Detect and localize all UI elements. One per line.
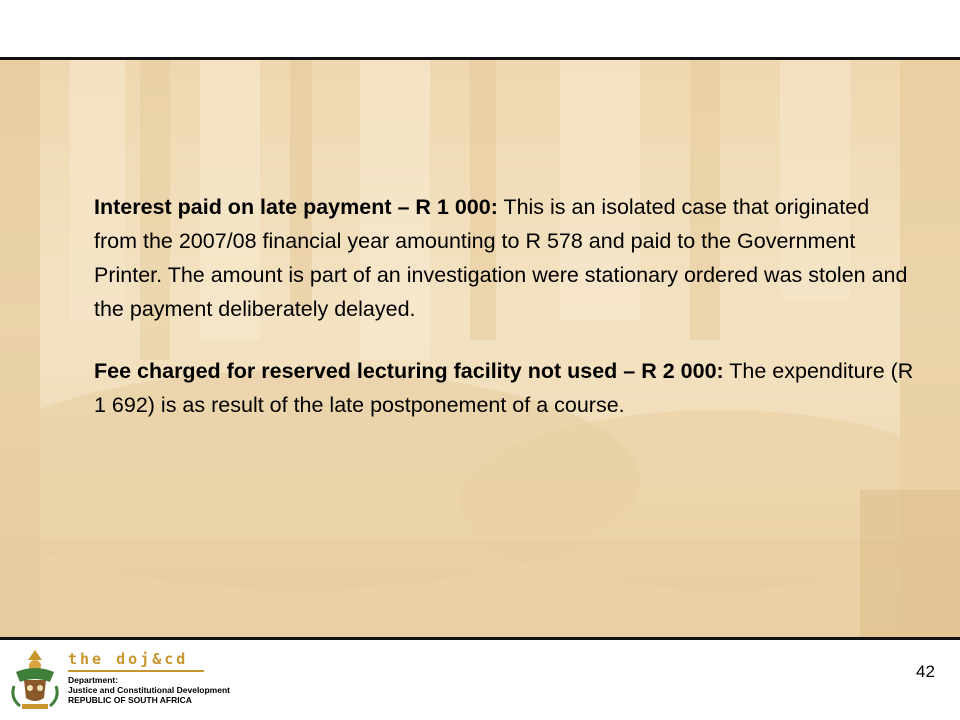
paragraph-body: The expenditure (R 1 692) is as result of the late postponement of a course. [94, 359, 914, 417]
paragraph-heading: Fee charged for reserved lecturing facility not used – R 2 000: [94, 359, 724, 383]
department-block [68, 675, 230, 705]
brand-underline [68, 670, 204, 672]
paragraph-body: This is an isolated case that originated from the 2007/08 financial year amounting to R 578 and paid to the Government Printer. The amount is part of an investigation were stationary ordered was stolen and the payment deliberately delayed. [94, 195, 908, 321]
department-label: Department: [68, 675, 119, 685]
paragraph-fee-lecturing-facility [94, 354, 914, 422]
paragraph-heading: Interest paid on late payment – R 1 000: [94, 195, 498, 219]
coat-of-arms-logo [6, 646, 64, 712]
page-number: 42 [916, 662, 935, 681]
department-name: Justice and Constitutional Development [68, 685, 230, 695]
paragraph-interest-late-payment [94, 190, 914, 326]
country-name: REPUBLIC OF SOUTH AFRICA [68, 695, 192, 705]
slide-body [94, 190, 914, 450]
header-band [0, 0, 960, 57]
brand-wordmark: the doj&cd [68, 650, 189, 668]
